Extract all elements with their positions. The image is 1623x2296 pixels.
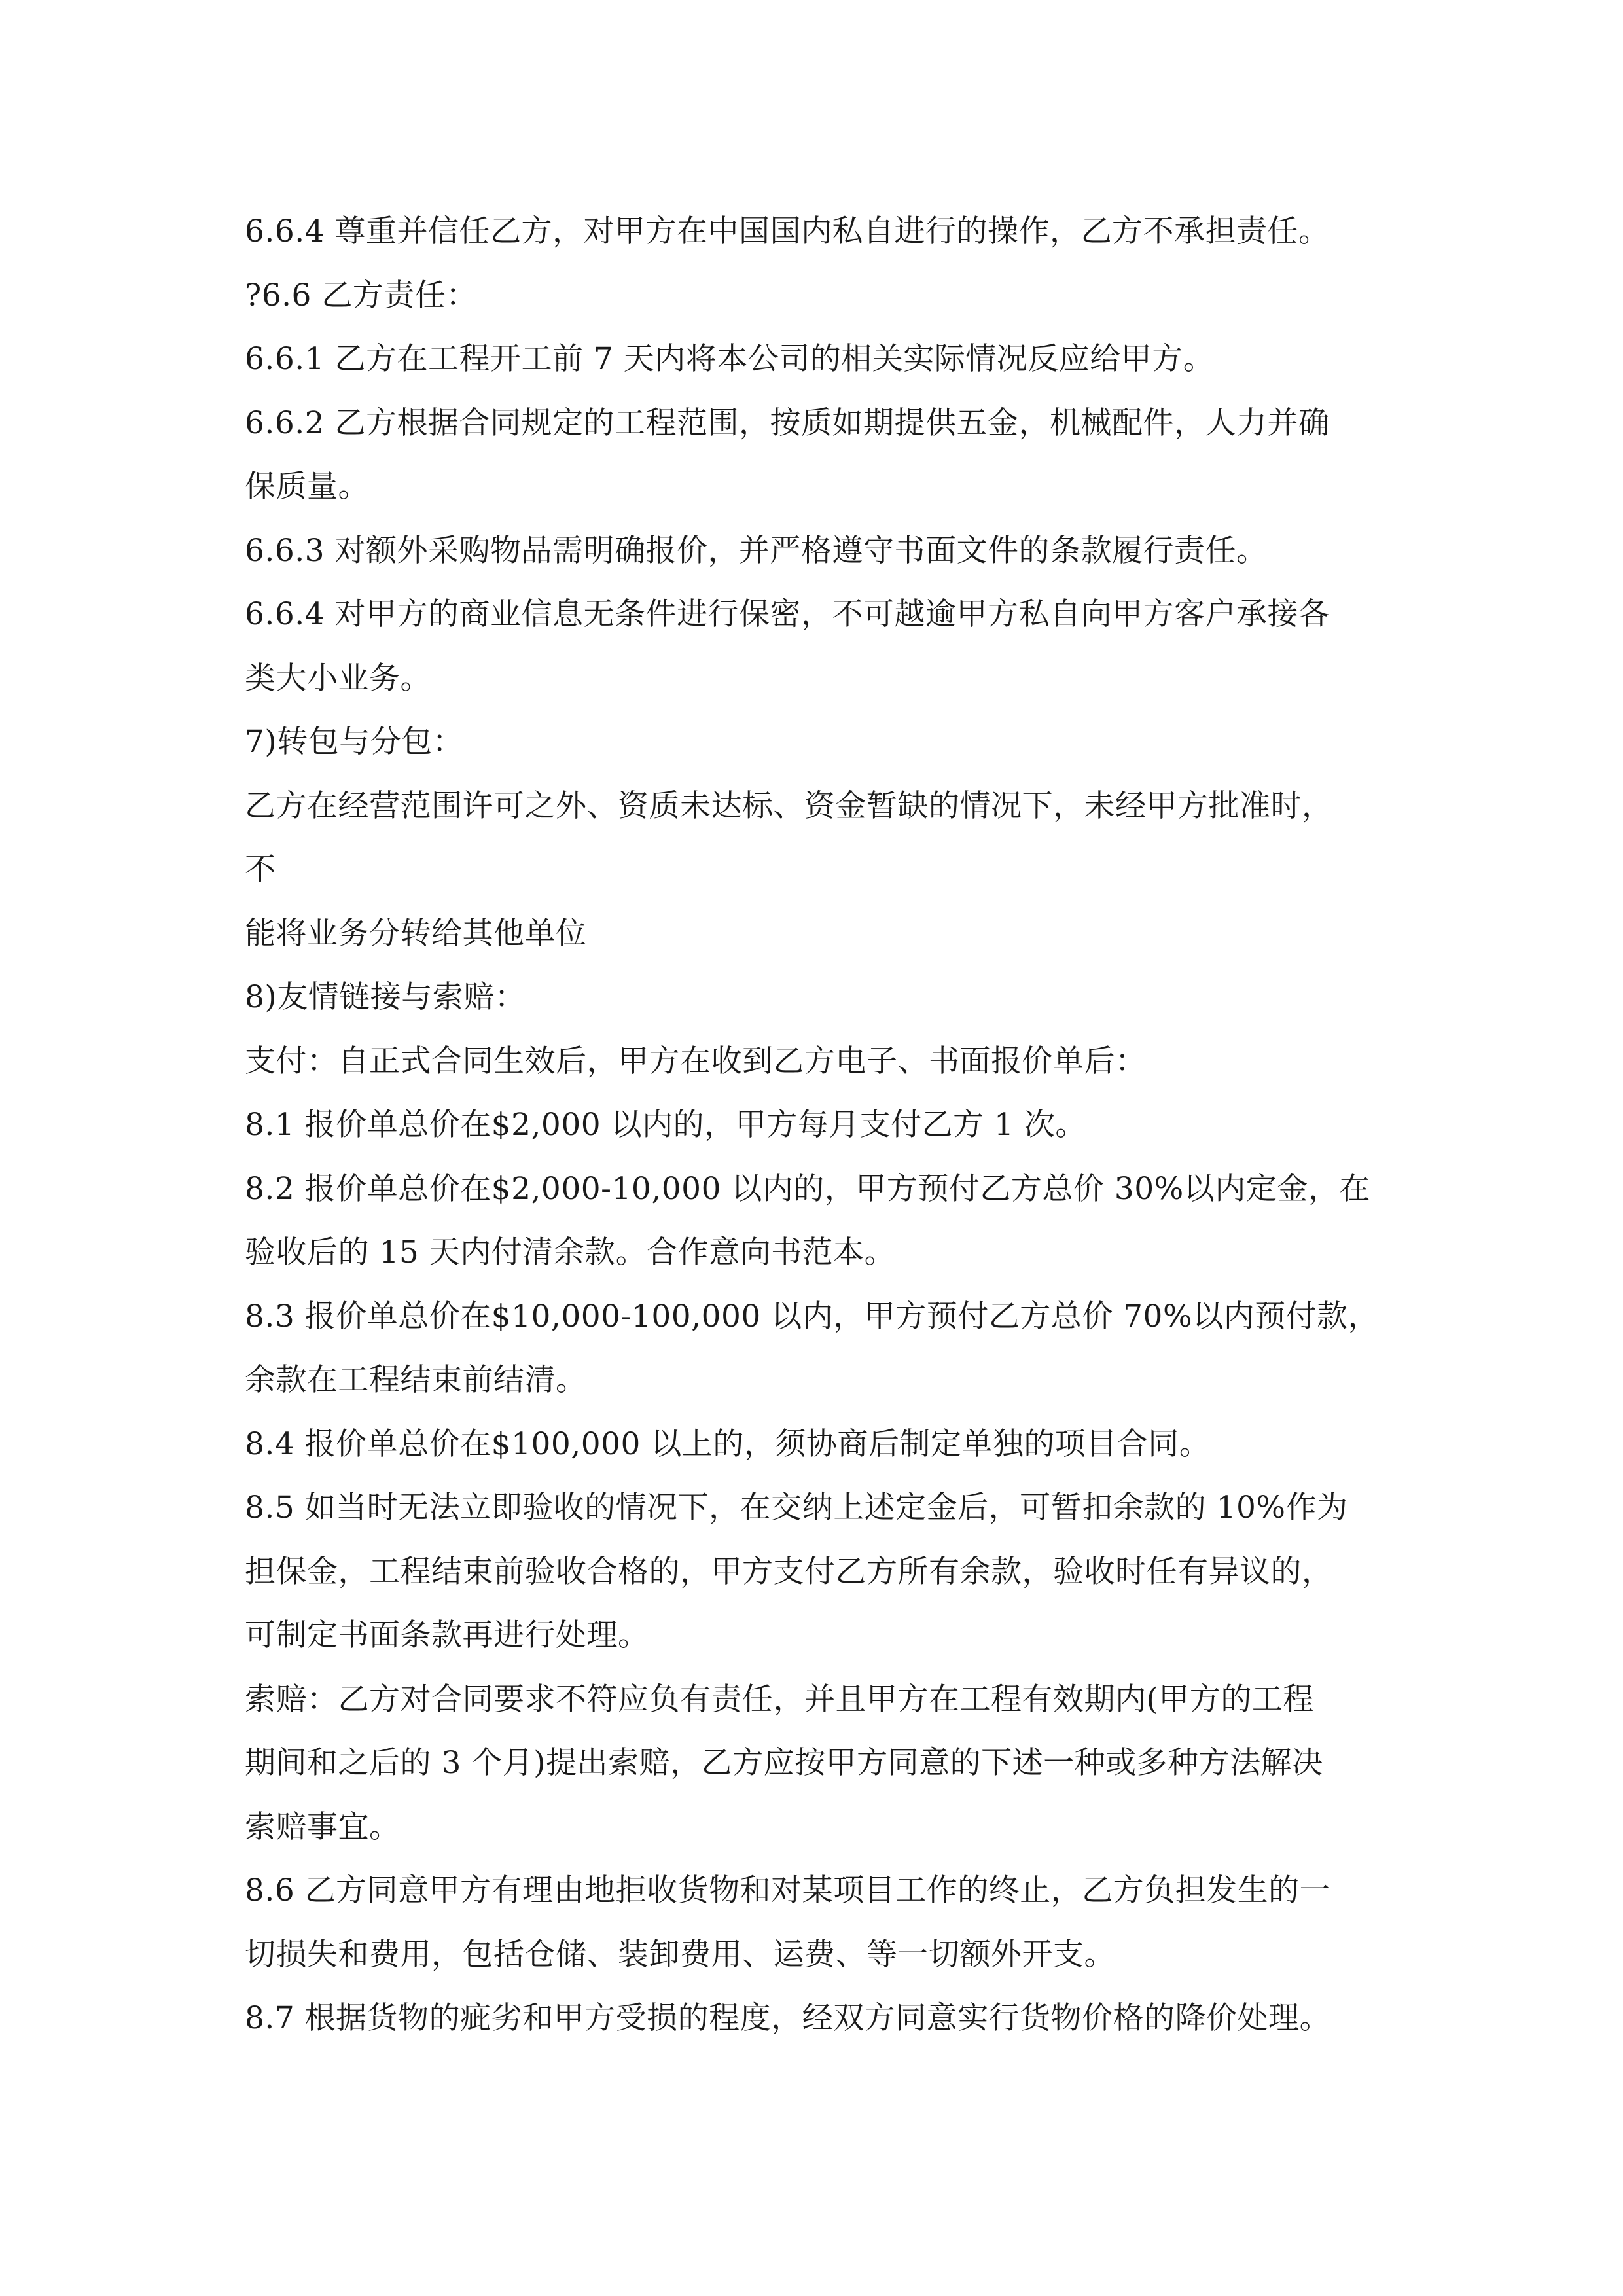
text-line: 期间和之后的 3 个月)提出索赔，乙方应按甲方同意的下述一种或多种方法解决 (245, 1745, 1323, 1781)
text-line: 验收后的 15 天内付清余款。合作意向书范本。 (245, 1234, 896, 1270)
text-line: 索赔事宜。 (245, 1808, 401, 1845)
text-line: 乙方在经营范围许可之外、资质未达标、资金暂缺的情况下，未经甲方批准时， (245, 787, 1333, 824)
text-line: 不 (245, 852, 276, 888)
text-line: 切损失和费用，包括仓储、装卸费用、运费、等一切额外开支。 (245, 1936, 1115, 1973)
text-line: 6.6.4 尊重并信任乙方，对甲方在中国国内私自进行的操作，乙方不承担责任。 (245, 213, 1330, 249)
text-line: 可制定书面条款再进行处理。 (245, 1617, 649, 1653)
text-line: 8)友情链接与索赔： (245, 979, 526, 1015)
text-line: 8.7 根据货物的疵劣和甲方受损的程度，经双方同意实行货物价格的降价处理。 (245, 2000, 1331, 2036)
text-line: 8.2 报价单总价在$2,000-10,000 以内的，甲方预付乙方总价 30%以内定金，在 (245, 1170, 1370, 1207)
text-line: 6.6.2 乙方根据合同规定的工程范围，按质如期提供五金，机械配件，人力并确 (245, 404, 1330, 441)
text-line: 能将业务分转给其他单位 (245, 915, 587, 952)
document-body (245, 200, 1410, 2051)
text-line: 类大小业务。 (245, 660, 431, 696)
text-line: ?6.6 乙方责任： (245, 277, 477, 314)
text-line: 余款在工程结束前结清。 (245, 1362, 587, 1398)
text-line: 6.6.4 对甲方的商业信息无条件进行保密，不可越逾甲方私自向甲方客户承接各 (245, 596, 1330, 632)
text-line: 7)转包与分包： (245, 724, 464, 760)
text-line: 8.4 报价单总价在$100,000 以上的，须协商后制定单独的项目合同。 (245, 1426, 1211, 1462)
text-line: 8.5 如当时无法立即验收的情况下，在交纳上述定金后，可暂扣余款的 10%作为 (245, 1490, 1348, 1526)
text-line: 8.1 报价单总价在$2,000 以内的，甲方每月支付乙方 1 次。 (245, 1107, 1086, 1143)
text-line: 保质量。 (245, 469, 369, 505)
text-line: 6.6.3 对额外采购物品需明确报价，并严格遵守书面文件的条款履行责任。 (245, 532, 1268, 569)
text-line: 支付：自正式合同生效后，甲方在收到乙方电子、书面报价单后： (245, 1043, 1147, 1079)
text-line: 6.6.1 乙方在工程开工前 7 天内将本公司的相关实际情况反应给甲方。 (245, 341, 1215, 377)
text-line: 担保金，工程结束前验收合格的，甲方支付乙方所有余款，验收时任有异议的， (245, 1553, 1333, 1590)
text-line: 8.3 报价单总价在$10,000-100,000 以内，甲方预付乙方总价 70%以内预付款， (245, 1298, 1380, 1335)
text-line: 8.6 乙方同意甲方有理由地拒收货物和对某项目工作的终止，乙方负担发生的一 (245, 1873, 1331, 1909)
text-line: 索赔：乙方对合同要求不符应负有责任，并且甲方在工程有效期内(甲方的工程 (245, 1681, 1314, 1717)
